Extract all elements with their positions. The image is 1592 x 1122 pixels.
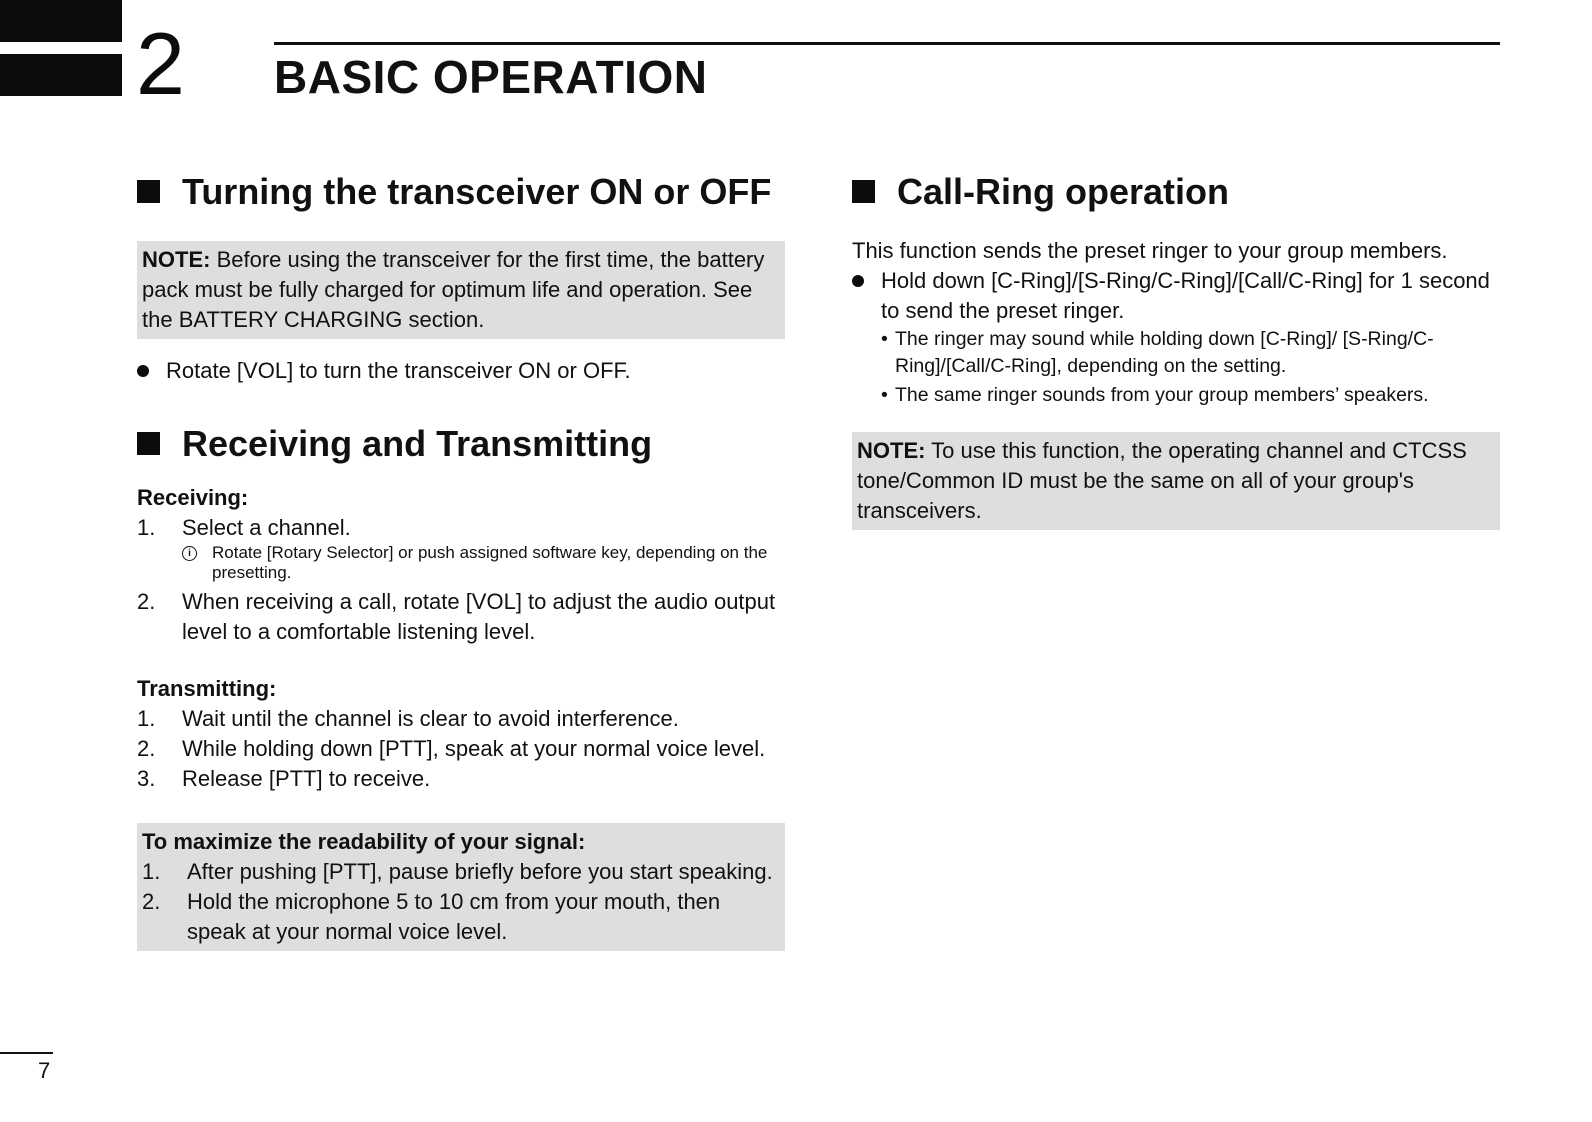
callring-sub-bullet [852, 326, 1500, 380]
step-number: 1. [137, 515, 156, 541]
readability-tips-box [137, 823, 785, 951]
page-number: 7 [38, 1058, 51, 1083]
header-rule [274, 42, 1500, 45]
tip-step [142, 887, 779, 947]
step-number: 3. [137, 766, 156, 792]
step-number: 2. [142, 889, 161, 915]
step-text: Wait until the channel is clear to avoid interference. [182, 706, 679, 732]
section-square-icon [137, 432, 160, 455]
power-section-heading [137, 172, 785, 212]
callring-sub-bullet [852, 382, 1500, 409]
callring-note [852, 432, 1500, 530]
step-text: After pushing [PTT], pause briefly before you start speaking. [187, 859, 773, 885]
section-square-icon [137, 180, 160, 203]
tips-title: To maximize the readability of your signal: [142, 829, 586, 855]
rxtx-heading-text: Receiving and Transmitting [182, 422, 653, 464]
rxtx-section-heading [137, 424, 785, 464]
receiving-label: Receiving: [137, 485, 249, 511]
right-column [852, 172, 1500, 530]
transmitting-step [137, 734, 785, 764]
chapter-title: BASIC OPERATION [274, 51, 708, 103]
chapter-tab-bottom [0, 54, 122, 96]
chapter-number: 2 [136, 14, 185, 113]
callring-heading-text: Call-Ring operation [897, 171, 1229, 212]
chapter-tab-top [0, 0, 122, 42]
note-text: Before using the transceiver for the first time, the battery pack must be fully charged for optimum life and operation. See the BATTERY CHARGING section. [142, 246, 765, 332]
sub-bullet-text: The ringer may sound while holding down [C-Ring]/ [S-Ring/C-Ring]/[Call/C-Ring], depending on the setting. [895, 327, 1434, 377]
transmitting-step [137, 704, 785, 734]
transmitting-label: Transmitting: [137, 676, 277, 702]
small-bullet-icon: • [881, 327, 888, 350]
callring-intro: This function sends the preset ringer to your group members. [852, 237, 1448, 263]
sub-bullet-text: The same ringer sounds from your group members’ speakers. [895, 383, 1429, 406]
left-column [137, 172, 785, 951]
info-icon: i [182, 546, 197, 561]
transmitting-step [137, 764, 785, 794]
step-text: When receiving a call, rotate [VOL] to adjust the audio output level to a comfortable listening level. [182, 589, 776, 645]
power-heading-text: Turning the transceiver ON or OFF [182, 171, 772, 212]
step-text: While holding down [PTT], speak at your normal voice level. [182, 736, 766, 762]
power-bullet [137, 356, 785, 386]
note-label: NOTE: [142, 246, 211, 272]
section-square-icon [852, 180, 875, 203]
power-bullet-text: Rotate [VOL] to turn the transceiver ON or OFF. [166, 357, 631, 383]
info-text: Rotate [Rotary Selector] or push assigned software key, depending on the presetting. [212, 543, 768, 583]
page-number-rule [0, 1052, 53, 1054]
step-number: 2. [137, 589, 156, 615]
callring-bullet [852, 266, 1500, 326]
callring-section-heading [852, 172, 1500, 212]
step-number: 1. [137, 706, 156, 732]
small-bullet-icon: • [881, 383, 888, 406]
receiving-step [137, 513, 785, 543]
receiving-info [137, 543, 785, 583]
note-label: NOTE: [857, 437, 926, 463]
bullet-dot-icon [852, 275, 864, 287]
step-text: Select a channel. [182, 515, 351, 541]
receiving-step [137, 587, 785, 647]
step-text: Hold the microphone 5 to 10 cm from your mouth, then speak at your normal voice level. [187, 889, 721, 945]
step-number: 2. [137, 736, 156, 762]
tip-step [142, 857, 779, 887]
step-text: Release [PTT] to receive. [182, 766, 431, 792]
battery-note [137, 241, 785, 339]
bullet-dot-icon [137, 365, 149, 377]
callring-bullet-text: Hold down [C-Ring]/[S-Ring/C-Ring]/[Call/C-Ring] for 1 second to send the preset ringer. [881, 267, 1490, 323]
step-number: 1. [142, 859, 161, 885]
note-text: To use this function, the operating channel and CTCSS tone/Common ID must be the same on all of your group's transceivers. [857, 437, 1467, 523]
